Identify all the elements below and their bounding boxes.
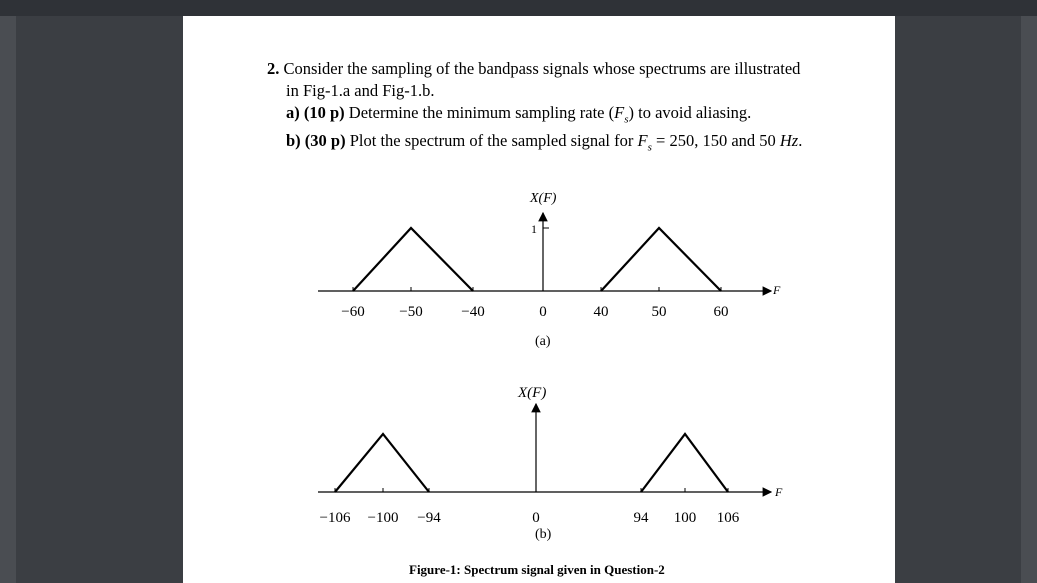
fig-b-caption: (b) bbox=[535, 527, 552, 542]
part-b-values: 250, 150 and 50 bbox=[669, 131, 776, 151]
part-a-text-before: Determine the minimum sampling rate ( bbox=[348, 103, 615, 122]
part-b-points: (30 p) bbox=[304, 131, 346, 151]
part-b-text-before: Plot the spectrum of the sampled signal for bbox=[349, 131, 634, 151]
fig-b-spectrum-negative-band bbox=[335, 434, 429, 492]
question-intro-text-1: Consider the sampling of the bandpass signals whose spectrums are illustrated bbox=[283, 59, 801, 78]
fig-b-tick-label: 0 bbox=[532, 510, 540, 526]
fig-a-ylabel: X(F) bbox=[530, 191, 557, 206]
question-part-b bbox=[267, 130, 867, 158]
figure-caption: Figure-1: Spectrum signal given in Question-2 bbox=[409, 562, 665, 577]
figure-1b bbox=[183, 366, 895, 556]
fig-a-spectrum-negative-band bbox=[353, 228, 473, 291]
part-b-label: b) bbox=[286, 131, 301, 151]
part-a-label: a) bbox=[286, 103, 300, 122]
fig-a-spectrum-positive-band bbox=[601, 228, 721, 291]
question-2 bbox=[267, 58, 867, 159]
fig-b-xlabel: F bbox=[775, 485, 783, 499]
fig-a-caption: (a) bbox=[535, 334, 551, 349]
fig-b-tick-label: 100 bbox=[673, 510, 697, 526]
part-a-subscript: s bbox=[624, 113, 629, 126]
fig-b-tick-label: −106 bbox=[319, 510, 351, 526]
question-intro-text-2: in Fig-1.a and Fig-1.b. bbox=[286, 81, 435, 100]
fig-b-ylabel: X(F) bbox=[518, 385, 547, 401]
part-b-unit: Hz bbox=[779, 131, 799, 151]
figure-1a bbox=[183, 186, 895, 351]
part-a-points: (10 p) bbox=[303, 103, 345, 122]
fig-a-xlabel: F bbox=[773, 283, 781, 297]
part-a-text-after: ) to avoid aliasing. bbox=[628, 103, 752, 122]
part-b-equals: = bbox=[656, 131, 666, 151]
fig-b-spectrum-positive-band bbox=[641, 434, 728, 492]
viewer-left-gutter bbox=[0, 16, 16, 583]
part-b-end: . bbox=[798, 131, 803, 151]
part-b-subscript: s bbox=[647, 141, 652, 154]
question-intro-line-1 bbox=[267, 58, 867, 80]
viewer-right-gutter bbox=[1021, 16, 1037, 583]
question-number: 2. bbox=[267, 59, 280, 78]
fig-b-tick-label: 94 bbox=[633, 510, 649, 526]
question-intro-line-2 bbox=[267, 80, 867, 102]
fig-b-tick-label: −94 bbox=[417, 510, 441, 526]
fig-a-tick-label: 60 bbox=[713, 304, 729, 320]
fig-a-tick-label: 50 bbox=[651, 304, 667, 320]
fig-a-tick-label: 40 bbox=[593, 304, 609, 320]
fig-a-tick-label: 0 bbox=[539, 304, 547, 320]
fig-b-tick-label: 106 bbox=[716, 510, 740, 526]
question-part-a bbox=[267, 102, 867, 130]
fig-b-tick-label: −100 bbox=[367, 510, 399, 526]
viewer-top-strip bbox=[0, 0, 1037, 16]
fig-a-tick-label: −40 bbox=[461, 304, 485, 320]
fig-a-peak-label: 1 bbox=[531, 222, 537, 236]
document-page bbox=[183, 16, 895, 583]
part-b-symbol: F bbox=[637, 131, 648, 151]
fig-a-tick-label: −60 bbox=[341, 304, 365, 320]
part-a-symbol: F bbox=[614, 103, 625, 122]
fig-a-tick-label: −50 bbox=[399, 304, 423, 320]
